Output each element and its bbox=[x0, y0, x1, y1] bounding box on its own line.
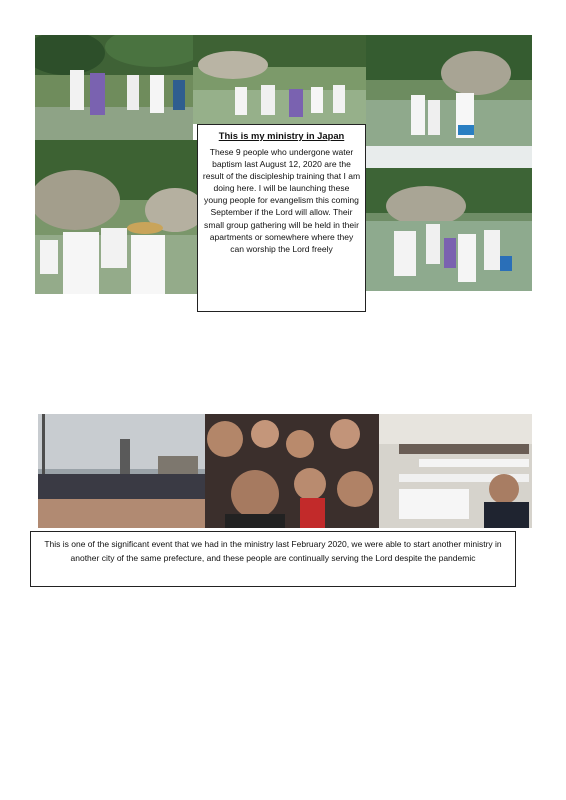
baptism-photo-3 bbox=[366, 35, 532, 146]
baptism-photo-4 bbox=[35, 140, 197, 294]
group-selfie-photo bbox=[205, 414, 379, 528]
event-body-text: This is one of the significant event that we had in the ministry last February 2020, we were able to start another ministry in another city of the same prefecture, and these people are continually serving the Lord despite the pandemic bbox=[44, 539, 502, 563]
group-outdoor-photo bbox=[38, 414, 205, 528]
baptism-photo-1 bbox=[35, 35, 193, 140]
event-description-box bbox=[30, 531, 516, 587]
baptism-photo-2 bbox=[193, 35, 366, 124]
baptism-photo-5 bbox=[366, 146, 532, 291]
meeting-room-photo bbox=[379, 414, 532, 528]
ministry-title: This is my ministry in Japan bbox=[218, 130, 345, 141]
ministry-description-box bbox=[197, 124, 366, 312]
ministry-body-text: These 9 people who undergone water baptism last August 12, 2020 are the result of the discipleship training that I am doing here. I will be launching these young people for evangelism this coming September if the Lord will allow. Their small group gathering will be held in their apartments or somewhere where they can worship the Lord freely bbox=[202, 147, 361, 254]
